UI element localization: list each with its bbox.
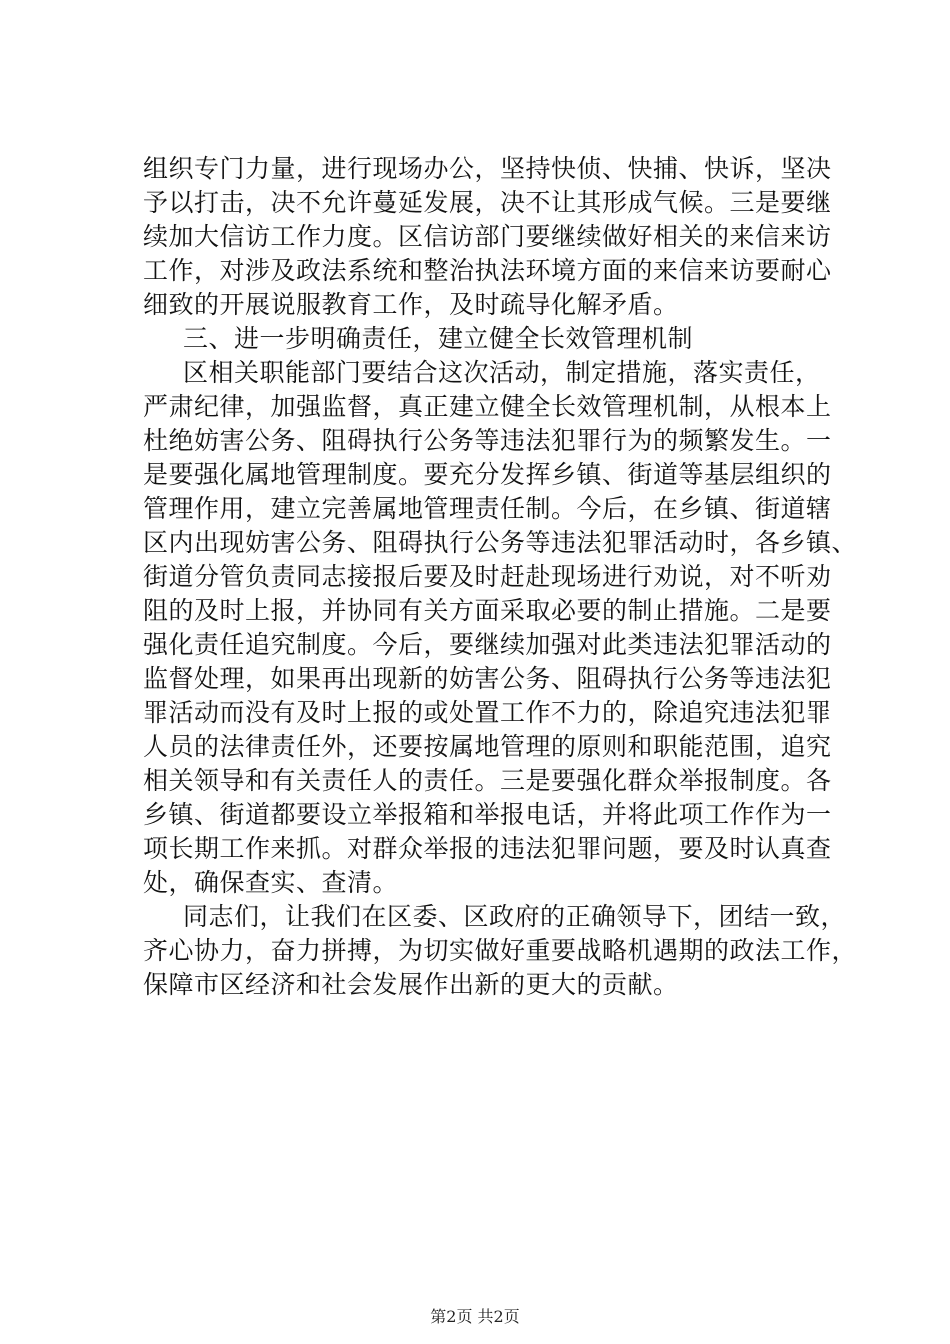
text-line: 严肃纪律，加强监督，真正建立健全长效管理机制，从根本上 bbox=[143, 392, 832, 421]
text-line: 处，确保查实、查清。 bbox=[143, 868, 399, 897]
text-line: 相关领导和有关责任人的责任。三是要强化群众举报制度。各 bbox=[143, 766, 832, 795]
text-line: 阻的及时上报，并协同有关方面采取必要的制止措施。二是要 bbox=[143, 596, 832, 625]
section-heading: 三、进一步明确责任，建立健全长效管理机制 bbox=[183, 324, 694, 353]
text-line: 乡镇、街道都要设立举报箱和举报电话，并将此项工作作为一 bbox=[143, 800, 832, 829]
text-line: 强化责任追究制度。今后，要继续加强对此类违法犯罪活动的 bbox=[143, 630, 832, 659]
text-line: 细致的开展说服教育工作，及时疏导化解矛盾。 bbox=[143, 290, 679, 319]
text-line: 管理作用，建立完善属地管理责任制。今后，在乡镇、街道辖 bbox=[143, 494, 832, 523]
text-line: 杜绝妨害公务、阻碍执行公务等违法犯罪行为的频繁发生。一 bbox=[143, 426, 832, 455]
text-line: 项长期工作来抓。对群众举报的违法犯罪问题，要及时认真查 bbox=[143, 834, 832, 863]
text-line: 续加大信访工作力度。区信访部门要继续做好相关的来信来访 bbox=[143, 222, 832, 251]
paragraph-first-line: 同志们，让我们在区委、区政府的正确领导下，团结一致， bbox=[183, 902, 847, 931]
page-number: 第2页 共2页 bbox=[430, 1307, 520, 1326]
text-line: 监督处理，如果再出现新的妨害公务、阻碍执行公务等违法犯 bbox=[143, 664, 832, 693]
text-line: 予以打击，决不允许蔓延发展，决不让其形成气候。三是要继 bbox=[143, 188, 832, 217]
text-line: 人员的法律责任外，还要按属地管理的原则和职能范围，追究 bbox=[143, 732, 832, 761]
paragraph-first-line: 区相关职能部门要结合这次活动，制定措施，落实责任， bbox=[183, 358, 821, 387]
text-line: 齐心协力，奋力拼搏，为切实做好重要战略机遇期的政法工作， bbox=[143, 936, 858, 965]
document-body bbox=[143, 152, 858, 1002]
text-line: 组织专门力量，进行现场办公，坚持快侦、快捕、快诉，坚决 bbox=[143, 154, 832, 183]
text-line: 工作，对涉及政法系统和整治执法环境方面的来信来访要耐心 bbox=[143, 256, 832, 285]
text-line: 是要强化属地管理制度。要充分发挥乡镇、街道等基层组织的 bbox=[143, 460, 832, 489]
text-line: 街道分管负责同志接报后要及时赶赴现场进行劝说，对不听劝 bbox=[143, 562, 832, 591]
text-line: 区内出现妨害公务、阻碍执行公务等违法犯罪活动时，各乡镇、 bbox=[143, 528, 858, 557]
text-line: 罪活动而没有及时上报的或处置工作不力的，除追究违法犯罪 bbox=[143, 698, 832, 727]
page-footer bbox=[0, 1306, 950, 1328]
text-line: 保障市区经济和社会发展作出新的更大的贡献。 bbox=[143, 970, 679, 999]
